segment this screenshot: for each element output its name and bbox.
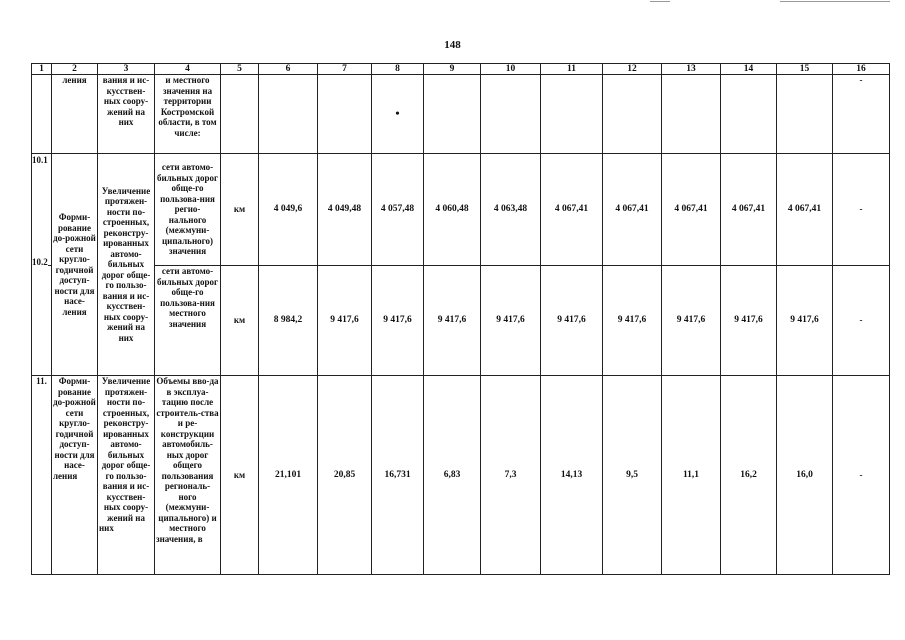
cell-value — [541, 75, 603, 154]
cell-unit: км — [221, 154, 259, 266]
header-cell: 13 — [662, 64, 721, 75]
cell-value: 7,3 — [481, 376, 541, 575]
header-cell: 2 — [52, 64, 98, 75]
cell-value: 9 417,6 — [424, 266, 481, 376]
cell-value: 4 067,41 — [721, 154, 777, 266]
cell-value: 9 417,6 — [541, 266, 603, 376]
cell-unit — [221, 75, 259, 154]
row-10-1 — [32, 154, 890, 266]
cell-value — [259, 75, 318, 154]
cell-value — [481, 75, 541, 154]
header-cell: 14 — [721, 64, 777, 75]
cell-value — [318, 75, 372, 154]
cell-indicator: и местного значения на территории Костромской области, в том числе: — [155, 75, 221, 154]
cell-id — [32, 75, 52, 154]
row-id: 10.2 — [32, 257, 48, 267]
cell-value: 4 057,48 — [372, 154, 424, 266]
cell-note: - — [833, 154, 890, 266]
row-id: 10.1 — [32, 155, 48, 165]
header-cell: 3 — [98, 64, 155, 75]
continuation-row — [32, 75, 890, 154]
cell-value: 4 067,41 — [603, 154, 662, 266]
cell-value: 9 417,6 — [721, 266, 777, 376]
cell-value: 4 067,41 — [541, 154, 603, 266]
cell-value: 11,1 — [662, 376, 721, 575]
cell-task: Увеличение протяжен-ности по-строенных, реконстру-ированных автомо-бильных дорог обще-го пользо-вания и ис-кусствен-ных соору-жений на них — [98, 154, 155, 376]
header-cell: 9 — [424, 64, 481, 75]
cell-value — [777, 75, 833, 154]
row-11 — [32, 376, 890, 575]
header-cell: 8 — [372, 64, 424, 75]
cell-value — [424, 75, 481, 154]
cell-value: 14,13 — [541, 376, 603, 575]
cell-id — [32, 154, 52, 266]
row-id: 11. — [32, 376, 52, 575]
cell-value — [721, 75, 777, 154]
cell-value: 16,0 — [777, 376, 833, 575]
cell-unit: км — [221, 376, 259, 575]
header-cell: 1 — [32, 64, 52, 75]
cell-value: 9,5 — [603, 376, 662, 575]
cell-indicator: сети автомо-бильных дорог обще-го пользова-ния местного значения — [155, 266, 221, 376]
cell-note: - — [833, 75, 890, 154]
header-cell: 10 — [481, 64, 541, 75]
indicators-table — [31, 63, 890, 575]
cell-value: 9 417,6 — [372, 266, 424, 376]
header-cell: 5 — [221, 64, 259, 75]
cell-value: 4 049,6 — [259, 154, 318, 266]
cell-goal: Форми-рование до-рожной сети кругло-годичной доступ-ности для насе-ления — [52, 154, 98, 376]
cell-goal: Форми-рование до-рожной сети кругло-годичной доступ-ности для насе-ления — [52, 376, 98, 575]
stray-mark: • — [395, 106, 400, 121]
header-row — [32, 64, 890, 75]
header-cell: 15 — [777, 64, 833, 75]
cell-value: 4 067,41 — [777, 154, 833, 266]
cell-value: 9 417,6 — [481, 266, 541, 376]
row-10-2 — [32, 266, 890, 376]
cell-value: 4 060,48 — [424, 154, 481, 266]
header-cell: 11 — [541, 64, 603, 75]
cell-value: 8 984,2 — [259, 266, 318, 376]
cell-value: 16,731 — [372, 376, 424, 575]
cell-value: 9 417,6 — [318, 266, 372, 376]
cell-task: вания и ис-кусствен-ных соору-жений на них — [98, 75, 155, 154]
cell-note: - — [833, 266, 890, 376]
cell-value — [372, 75, 424, 154]
cell-id — [32, 257, 52, 376]
cell-indicator: сети автомо-бильных дорог обще-го пользова-ния регио-нального (межмуни-ципального) значения — [155, 154, 221, 266]
cell-value: 9 417,6 — [603, 266, 662, 376]
cell-value — [662, 75, 721, 154]
header-cell: 4 — [155, 64, 221, 75]
cell-value: 6,83 — [424, 376, 481, 575]
cell-goal: ления — [52, 75, 98, 154]
cell-value: 4 063,48 — [481, 154, 541, 266]
header-cell: 6 — [259, 64, 318, 75]
cell-value: 16,2 — [721, 376, 777, 575]
cell-unit: км — [221, 266, 259, 376]
scan-edge-mark-2 — [780, 1, 890, 2]
cell-indicator: Объемы вво-да в эксплуа-тацию после строитель-ства и ре-конструкции автомобиль-ных дорог общего пользования региональ-ного (межмуни-ципального) и местного значения, в — [155, 376, 221, 575]
cell-value — [603, 75, 662, 154]
header-cell: 16 — [833, 64, 890, 75]
cell-value: 9 417,6 — [777, 266, 833, 376]
cell-value: 20,85 — [318, 376, 372, 575]
header-cell: 12 — [603, 64, 662, 75]
cell-value: 4 067,41 — [662, 154, 721, 266]
cell-task: Увеличение протяжен-ности по-строенных, реконстру-ированных автомо-бильных дорог обще-го пользо-вания и ис-кусствен-ных соору-жений на них — [98, 376, 155, 575]
scan-edge-mark-1 — [650, 1, 670, 2]
page-number: 148 — [444, 39, 461, 51]
cell-value: 9 417,6 — [662, 266, 721, 376]
header-cell: 7 — [318, 64, 372, 75]
cell-value: 4 049,48 — [318, 154, 372, 266]
cell-note: - — [833, 376, 890, 575]
cell-value: 21,101 — [259, 376, 318, 575]
